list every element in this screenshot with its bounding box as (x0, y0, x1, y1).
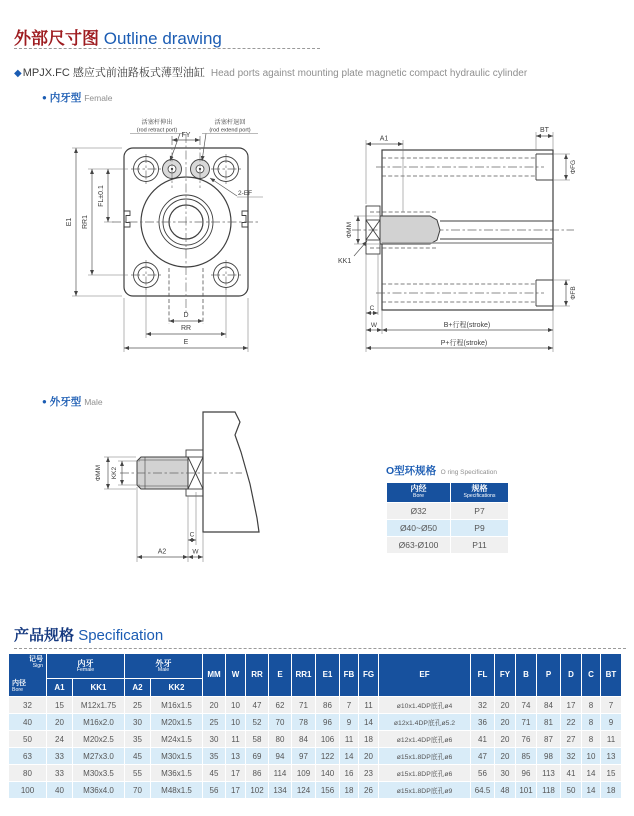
oring-table (386, 482, 509, 554)
section-male-en: Male (84, 397, 103, 407)
spec-col-header: RR1 (292, 654, 316, 697)
spec-cell: 15 (601, 765, 622, 782)
spec-cell: 70 (125, 782, 151, 799)
diamond-bullet-icon: ◆ (14, 68, 22, 79)
spec-row (9, 782, 622, 799)
mounting-plate-section (203, 412, 259, 532)
spec-table-body (9, 697, 622, 799)
oring-cell: P7 (451, 502, 509, 519)
oring-title-cn: O型环规格 (386, 465, 437, 477)
spec-cell: 87 (537, 731, 561, 748)
spec-cell: 13 (601, 748, 622, 765)
right-edge-notch (242, 211, 248, 227)
spec-cell: 94 (269, 748, 292, 765)
spec-header-row-1 (9, 654, 622, 679)
oring-title-en: O ring Specification (440, 469, 497, 476)
spec-group-male: 外牙 Male (125, 654, 203, 679)
spec-row (9, 748, 622, 765)
spec-col-header: C (582, 654, 601, 697)
spec-cell: 18 (340, 782, 359, 799)
spec-cell: 35 (125, 731, 151, 748)
dim-label-a2: A2 (157, 548, 167, 556)
spec-cell: 80 (9, 765, 47, 782)
spec-cell: 15 (47, 697, 73, 714)
spec-cell: ø15x1.8DP底孔ø6 (379, 765, 471, 782)
spec-table-wrap (8, 653, 622, 799)
spec-cell: 85 (516, 748, 537, 765)
spec-cell: 36 (471, 714, 495, 731)
dim-label-rr1: RR1 (82, 214, 89, 230)
front-view-drawing (60, 116, 272, 374)
spec-cell: 56 (471, 765, 495, 782)
spec-cell: M24x1.5 (151, 731, 203, 748)
spec-cell: 118 (537, 782, 561, 799)
dim-label-kk1: KK1 (338, 258, 352, 265)
spec-cell: 71 (516, 714, 537, 731)
oring-cell: P11 (451, 536, 509, 553)
spec-cell: 10 (226, 714, 246, 731)
spec-cell: 140 (316, 765, 340, 782)
spec-col-header: E1 (316, 654, 340, 697)
dim-label-mm: ΦMM (95, 464, 102, 482)
spec-cell: 47 (246, 697, 269, 714)
spec-cell: 114 (269, 765, 292, 782)
spec-cell: 14 (582, 765, 601, 782)
spec-cell: 30 (495, 765, 516, 782)
piston-rod (380, 216, 440, 244)
spec-row (9, 765, 622, 782)
dim-label-e1: E1 (66, 217, 73, 227)
dim-label-d: D (183, 312, 189, 319)
spec-cell: 109 (292, 765, 316, 782)
spec-cell: 8 (582, 697, 601, 714)
spec-cell: 20 (495, 697, 516, 714)
spec-cell: 97 (292, 748, 316, 765)
oring-row (387, 536, 509, 553)
oring-row (387, 519, 509, 536)
spec-row (9, 714, 622, 731)
dim-label-b-stroke: B+行程(stroke) (443, 322, 491, 329)
page-title-en: Outline drawing (103, 29, 222, 48)
spec-cell: 84 (537, 697, 561, 714)
spec-cell: 41 (561, 765, 582, 782)
spec-cell: 40 (9, 714, 47, 731)
spec-cell: 84 (292, 731, 316, 748)
spec-col-header: B (516, 654, 537, 697)
dim-label-a1: A1 (379, 135, 389, 143)
spec-cell: 9 (340, 714, 359, 731)
spec-cell: 62 (269, 697, 292, 714)
product-line (14, 64, 527, 80)
spec-cell: 30 (125, 714, 151, 731)
spec-cell: M36x1.5 (151, 765, 203, 782)
spec-col-header: RR (246, 654, 269, 697)
oring-col-bore: 内经 Bore (387, 483, 451, 503)
spec-cell: 14 (582, 782, 601, 799)
spec-cell: 22 (561, 714, 582, 731)
side-view-drawing (334, 120, 584, 365)
spec-cell: 14 (359, 714, 379, 731)
spec-cell: 35 (203, 748, 226, 765)
spec-cell: 156 (316, 782, 340, 799)
spec-col-header: FB (340, 654, 359, 697)
spec-cell: 13 (226, 748, 246, 765)
spec-row (9, 731, 622, 748)
spec-cell: 69 (246, 748, 269, 765)
oring-cell: Ø40~Ø50 (387, 519, 451, 536)
dim-label-p-stroke: P+行程(stroke) (440, 340, 488, 347)
spec-cell: 45 (125, 748, 151, 765)
spec-cell: ø15x1.8DP底孔ø6 (379, 748, 471, 765)
oring-row (387, 502, 509, 519)
spec-cell: 122 (316, 748, 340, 765)
spec-col-header: EF (379, 654, 471, 697)
oring-cell: Ø32 (387, 502, 451, 519)
spec-cell: ø10x1.4DP底孔ø4 (379, 697, 471, 714)
spec-col-header: P (537, 654, 561, 697)
dot-bullet-icon: ● (42, 397, 47, 406)
spec-cell: 18 (359, 731, 379, 748)
spec-cell: M27x3.0 (73, 748, 125, 765)
spec-col-header: W (226, 654, 246, 697)
spec-cell: 20 (203, 697, 226, 714)
spec-cell: M20x1.5 (151, 714, 203, 731)
section-female-en: Female (84, 93, 113, 103)
spec-cell: 27 (561, 731, 582, 748)
spec-cell: 20 (47, 714, 73, 731)
spec-cell: 23 (359, 765, 379, 782)
spec-group-female: 内牙 Female (47, 654, 125, 679)
spec-cell: 64.5 (471, 782, 495, 799)
spec-cell: 50 (9, 731, 47, 748)
spec-cell: 58 (246, 731, 269, 748)
dim-label-c: C (369, 305, 375, 312)
spec-cell: 76 (516, 731, 537, 748)
product-name-en: Head ports against mounting plate magnetic compact hydraulic cylinder (210, 68, 528, 79)
rod-extend-label-en: (rod extend port) (209, 127, 251, 134)
spec-cell: 25 (125, 697, 151, 714)
spec-cell: 32 (561, 748, 582, 765)
spec-cell: 134 (269, 782, 292, 799)
spec-cell: M20x2.5 (73, 731, 125, 748)
section-male-cn: 外牙型 (49, 396, 82, 408)
spec-cell: 20 (495, 748, 516, 765)
spec-title-cn: 产品规格 (14, 627, 75, 644)
spec-cell: M16x2.0 (73, 714, 125, 731)
page-title-cn: 外部尺寸图 (14, 29, 99, 48)
spec-cell: 10 (582, 748, 601, 765)
dim-label-fb: ΦFB (570, 286, 577, 300)
rod-retract-label-cn: 活塞杆伸出 (141, 119, 173, 126)
spec-cell: 100 (9, 782, 47, 799)
spec-cell: 17 (226, 765, 246, 782)
spec-cell: 18 (601, 782, 622, 799)
oring-cell: Ø63-Ø100 (387, 536, 451, 553)
male-view-drawing (92, 402, 332, 574)
dim-label-mm: ΦMM (346, 221, 353, 239)
spec-cell: 20 (495, 731, 516, 748)
spec-cell: 70 (269, 714, 292, 731)
spec-cell: 11 (340, 731, 359, 748)
port-cross-box (366, 220, 380, 240)
spec-cell: 55 (125, 765, 151, 782)
bottom-mounting-hole (376, 280, 553, 306)
spec-subcol-header: KK1 (73, 679, 125, 697)
spec-cell: 9 (601, 714, 622, 731)
dim-label-fy: FY (181, 132, 191, 139)
dot-bullet-icon: ● (42, 93, 47, 102)
dim-label-c: C (189, 531, 195, 539)
spec-col-header: BT (601, 654, 622, 697)
spec-cell: 14 (340, 748, 359, 765)
spec-subcol-header: KK2 (151, 679, 203, 697)
spec-cell: 74 (516, 697, 537, 714)
spec-cell: 124 (292, 782, 316, 799)
spec-cell: 52 (246, 714, 269, 731)
spec-cell: M30x1.5 (151, 748, 203, 765)
spec-cell: 96 (516, 765, 537, 782)
spec-col-header: D (561, 654, 582, 697)
spec-table (8, 653, 622, 799)
spec-cell: ø15x1.8DP底孔ø9 (379, 782, 471, 799)
spec-cell: 33 (47, 748, 73, 765)
spec-corner-cell: 记号 Sign 内径 Bore (9, 654, 47, 697)
spec-cell: M36x4.0 (73, 782, 125, 799)
spec-cell: 17 (561, 697, 582, 714)
dim-label-fl: FL±0.1 (98, 185, 105, 207)
spec-col-header: FL (471, 654, 495, 697)
spec-cell: 48 (495, 782, 516, 799)
spec-cell: M16x1.5 (151, 697, 203, 714)
spec-cell: ø12x1.4DP底孔ø5.2 (379, 714, 471, 731)
dim-label-fg: ΦFG (570, 159, 577, 175)
spec-row (9, 697, 622, 714)
spec-cell: 102 (246, 782, 269, 799)
spec-cell: 25 (203, 714, 226, 731)
spec-cell: 101 (516, 782, 537, 799)
spec-title (14, 624, 163, 645)
dim-label-w: W (370, 322, 378, 329)
spec-cell: 7 (340, 697, 359, 714)
spec-cell: 80 (269, 731, 292, 748)
spec-cell: 96 (316, 714, 340, 731)
spec-cell: 32 (9, 697, 47, 714)
spec-cell: M48x1.5 (151, 782, 203, 799)
spec-cell: 7 (601, 697, 622, 714)
spec-cell: 8 (582, 731, 601, 748)
dim-label-kk2: KK2 (111, 466, 118, 480)
spec-cell: 20 (359, 748, 379, 765)
spec-cell: 50 (561, 782, 582, 799)
oring-col-spec: 规格 Specifications (451, 483, 509, 503)
spec-cell: 98 (537, 748, 561, 765)
dimension-lines (72, 140, 248, 352)
spec-cell: 26 (359, 782, 379, 799)
rod-extend-label-cn: 活塞杆退回 (214, 119, 246, 126)
spec-cell: 86 (246, 765, 269, 782)
spec-cell: 71 (292, 697, 316, 714)
spec-cell: 40 (47, 782, 73, 799)
spec-col-header: E (269, 654, 292, 697)
spec-cell: 47 (471, 748, 495, 765)
spec-cell: 63 (9, 748, 47, 765)
spec-cell: 24 (47, 731, 73, 748)
left-edge-notch (124, 211, 130, 227)
spec-title-en: Specification (78, 627, 164, 644)
spec-cell: M12x1.75 (73, 697, 125, 714)
spec-cell: 10 (226, 697, 246, 714)
spec-cell: 32 (471, 697, 495, 714)
spec-cell: 113 (537, 765, 561, 782)
spec-cell: 30 (203, 731, 226, 748)
spec-cell: 81 (537, 714, 561, 731)
spec-cell: M30x3.5 (73, 765, 125, 782)
spec-divider (14, 648, 626, 649)
spec-cell: 17 (226, 782, 246, 799)
spec-cell: 56 (203, 782, 226, 799)
section-female (42, 90, 113, 105)
spec-col-header: FG (359, 654, 379, 697)
spec-col-header: FY (495, 654, 516, 697)
title-divider (14, 48, 320, 49)
oring-table-body (387, 502, 509, 553)
ef-label: 2-EF (238, 190, 253, 197)
spec-subcol-header: A1 (47, 679, 73, 697)
section-female-cn: 内牙型 (49, 92, 82, 104)
spec-cell: 86 (316, 697, 340, 714)
spec-cell: 106 (316, 731, 340, 748)
spec-cell: 8 (582, 714, 601, 731)
spec-subcol-header: A2 (125, 679, 151, 697)
spec-cell: 11 (226, 731, 246, 748)
product-model: MPJX.FC (22, 67, 70, 79)
dim-label-e: E (183, 339, 189, 346)
spec-cell: 11 (359, 697, 379, 714)
dim-label-w: W (192, 548, 199, 556)
rod-retract-label-en: (rod retract port) (136, 127, 178, 134)
oring-spec-block (386, 461, 526, 554)
oring-cell: P9 (451, 519, 509, 536)
page-title (14, 24, 222, 49)
spec-cell: 78 (292, 714, 316, 731)
spec-cell: 41 (471, 731, 495, 748)
spec-cell: 45 (203, 765, 226, 782)
spec-cell: ø12x1.4DP底孔ø6 (379, 731, 471, 748)
spec-cell: 16 (340, 765, 359, 782)
spec-cell: 20 (495, 714, 516, 731)
dim-label-bt: BT (540, 127, 549, 134)
product-name-cn: 感应式前油路板式薄型油缸 (72, 67, 205, 79)
spec-cell: 11 (601, 731, 622, 748)
top-mounting-hole (376, 154, 553, 180)
dim-label-rr: RR (180, 325, 192, 332)
spec-cell: 33 (47, 765, 73, 782)
spec-col-header: MM (203, 654, 226, 697)
